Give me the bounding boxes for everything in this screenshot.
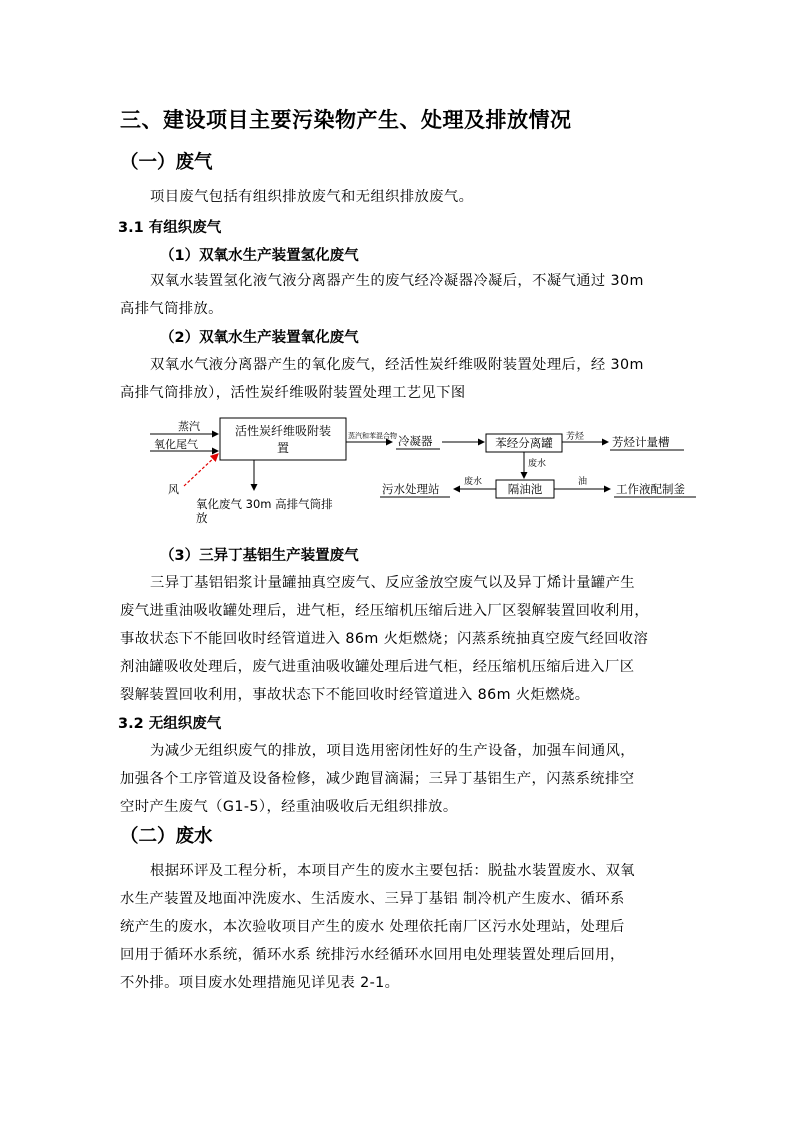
subsection-fugitive-gas-title: 3.2 无组织废气: [118, 716, 222, 732]
condenser-label: 冷凝器: [398, 434, 433, 448]
section-waste-gas-title: （一）废气: [120, 152, 213, 173]
item1-line-1: 双氧水装置氢化液气液分离器产生的废气经冷凝器冷凝后，不凝气通过 30m: [150, 273, 644, 289]
wastewater-line-5: 不外排。项目废水处理措施见详见表 2-1。: [120, 975, 400, 991]
wastewater-down-label: 废水: [528, 459, 547, 469]
item1-title: （1）双氧水生产装置氢化废气: [160, 248, 359, 264]
item3-line-4: 剂油罐吸收处理后，废气进重油吸收罐处理后进气柜，经压缩机压缩后进入厂区: [120, 659, 635, 675]
item2-line-1: 双氧水气液分离器产生的氧化废气，经活性炭纤维吸附装置处理后，经 30m: [150, 357, 644, 373]
oil-pool-label: 隔油池: [507, 482, 543, 496]
item3-title: （3）三异丁基铝生产装置废气: [160, 548, 359, 564]
item1-line-2: 高排气筒排放。: [120, 301, 223, 317]
aromatics-arrow-label: 芳烃: [566, 432, 585, 442]
fugitive-line-1: 为减少无组织废气的排放，项目选用密闭性好的生产设备，加强车间通风，: [150, 743, 635, 759]
main-heading: 三、建设项目主要污染物产生、处理及排放情况: [120, 108, 572, 132]
exhaust-label-1: 氧化废气 30m 高排气筒排: [196, 497, 333, 511]
item3-line-2: 废气进重油吸收罐处理后，进气柜，经压缩机压缩后进入厂区裂解装置回收利用，: [120, 603, 650, 619]
wastewater-left-label: 废水: [464, 477, 483, 487]
wastewater-line-4: 回用于循环水系统，循环水系 统排污水经循环水回用电处理装置处理后回用，: [120, 947, 625, 963]
item2-line-2: 高排气筒排放），活性炭纤维吸附装置处理工艺见下图: [120, 385, 466, 401]
item3-line-1: 三异丁基铝铝浆计量罐抽真空废气、反应釜放空废气以及异丁烯计量罐产生: [150, 575, 635, 591]
adsorber-label-2: 置: [276, 441, 290, 455]
section-wastewater-title: （二）废水: [120, 826, 213, 847]
subsection-organized-gas-title: 3.1 有组织废气: [118, 220, 222, 236]
item2-title: （2）双氧水生产装置氧化废气: [160, 330, 359, 346]
adsorption-process-diagram: [150, 414, 710, 524]
separator-label: 苯经分离罐: [495, 436, 553, 450]
fugitive-line-2: 加强各个工序管道及设备检修，减少跑冒滴漏；三异丁基铝生产，闪蒸系统排空: [120, 771, 635, 787]
fugitive-line-3: 空时产生废气（G1-5），经重油吸收后无组织排放。: [120, 799, 458, 815]
sewage-station-label: 污水处理站: [382, 482, 440, 496]
mixture-arrow-label: 蒸汽和苯混合物: [348, 432, 397, 440]
input-tail-gas-label: 氧化尾气: [154, 438, 198, 451]
exhaust-label-2: 放: [196, 511, 208, 524]
aromatics-tank-label: 芳烃计量槽: [612, 435, 670, 449]
section-waste-gas-intro: 项目废气包括有组织排放废气和无组织排放废气。: [150, 189, 474, 205]
input-air-label: 风: [168, 483, 179, 496]
wastewater-line-2: 水生产装置及地面冲洗废水、生活废水、三异丁基铝 制冷机产生废水、循环系: [120, 891, 625, 907]
wastewater-line-1: 根据环评及工程分析，本项目产生的废水主要包括：脱盐水装置废水、双氧: [150, 863, 635, 879]
item3-line-3: 事故状态下不能回收时经管道进入 86m 火炬燃烧；闪蒸系统抽真空废气经回收溶: [120, 631, 649, 647]
input-steam-label: 蒸汽: [178, 420, 200, 433]
item3-line-5: 裂解装置回收利用，事故状态下不能回收时经管道进入 86m 火炬燃烧。: [120, 687, 590, 703]
oil-arrow-label: 油: [578, 477, 588, 487]
input-air-arrow: [184, 454, 218, 486]
adsorber-label-1: 活性炭纤维吸附装: [234, 424, 332, 438]
work-kettle-label: 工作液配制釜: [616, 482, 685, 496]
wastewater-line-3: 统产生的废水，本次验收项目产生的废水 处理依托南厂区污水处理站，处理后: [120, 919, 625, 935]
